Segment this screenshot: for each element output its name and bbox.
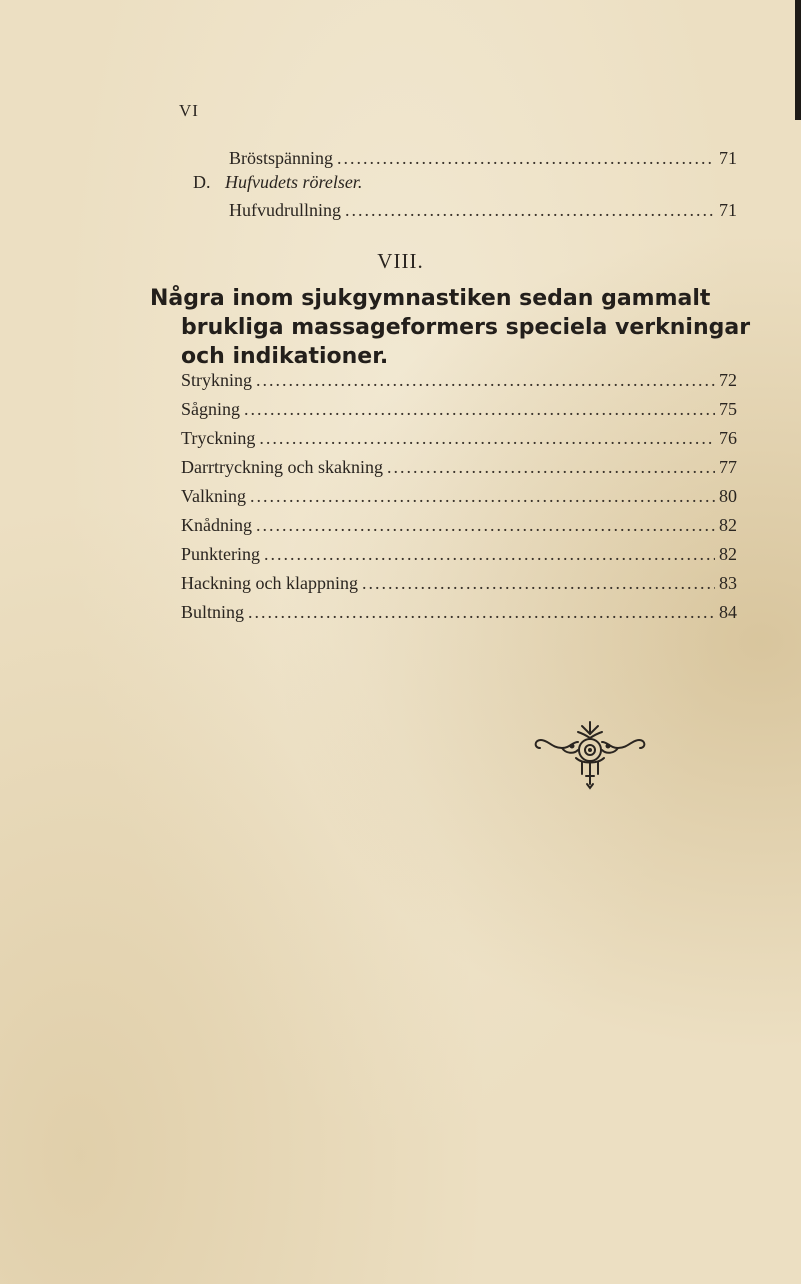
toc-entry-label: Darrtryckning och skakning	[181, 457, 383, 477]
toc-entry	[229, 146, 737, 170]
toc-entry-label: Tryckning	[181, 428, 256, 448]
section-numeral: VIII.	[377, 249, 424, 273]
toc-entry-label: Bultning	[181, 602, 245, 622]
toc-leader-dots	[264, 542, 715, 566]
toc-leader-dots	[244, 397, 715, 421]
section-title-line: brukliga massageformers speciela verkningar	[181, 315, 751, 340]
toc-leader-dots	[256, 368, 715, 392]
toc-entry-page: 71	[719, 148, 737, 168]
toc-entry-page: 84	[719, 602, 737, 622]
toc-leader-dots	[248, 600, 715, 624]
toc-entry-page: 83	[719, 573, 737, 593]
toc-entry-page: 75	[719, 399, 737, 419]
toc-entry-label: Strykning	[181, 370, 253, 390]
toc-entry	[181, 426, 737, 450]
toc-entry-label: Punktering	[181, 544, 260, 564]
toc-entry-page: 80	[719, 486, 737, 506]
toc-leader-dots	[362, 571, 715, 595]
toc-entry-label: Valkning	[181, 486, 246, 506]
toc-leader-dots	[345, 198, 715, 222]
toc-entry-label: Bröstspänning	[229, 148, 334, 168]
toc-entry-page: 82	[719, 544, 737, 564]
section-title-line: Några inom sjukgymnastiken sedan gammalt	[150, 286, 711, 311]
toc-entry-label: Sågning	[181, 399, 241, 419]
toc-entry	[181, 513, 737, 537]
toc-entry-label: Knådning	[181, 515, 252, 535]
toc-entry	[181, 397, 737, 421]
page-edge-shadow	[795, 0, 801, 120]
page-number: VI	[179, 101, 199, 120]
toc-leader-dots	[256, 513, 715, 537]
toc-leader-dots	[337, 146, 715, 170]
toc-entry-page: 76	[719, 428, 737, 448]
toc-entry	[181, 368, 737, 392]
toc-leader-dots	[259, 426, 715, 450]
toc-leader-dots	[250, 484, 715, 508]
subsection-heading	[193, 170, 362, 194]
toc-entry-label: Hufvudrullning	[229, 200, 341, 220]
toc-entry	[181, 455, 737, 479]
toc-entry-page: 77	[719, 457, 737, 477]
section-title-line: och indikationer.	[181, 344, 389, 369]
toc-leader-dots	[387, 455, 715, 479]
toc-entry-page: 72	[719, 370, 737, 390]
toc-entry-label: Hackning och klappning	[181, 573, 358, 593]
toc-entry-page: 71	[719, 200, 737, 220]
toc-entry	[181, 542, 737, 566]
subsection-letter: D.	[193, 172, 211, 192]
section-title	[150, 284, 750, 371]
toc-entry-page: 82	[719, 515, 737, 535]
toc-entry	[229, 198, 737, 222]
toc-entry	[181, 600, 737, 624]
subsection-title: Hufvudets rörelser.	[225, 172, 363, 192]
decorative-vignette-icon	[532, 718, 648, 790]
toc-entry	[181, 484, 737, 508]
toc-entry	[181, 571, 737, 595]
